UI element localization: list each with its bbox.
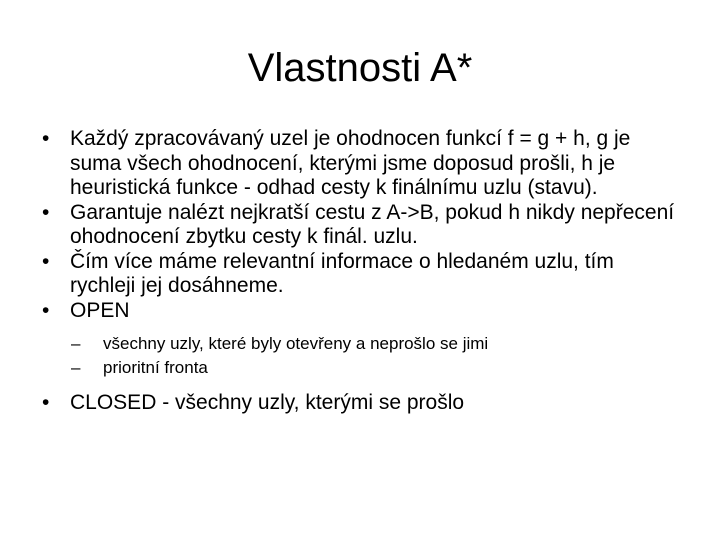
bullet-item-information (40, 250, 680, 299)
bullet-item-open (40, 299, 680, 324)
sub-bullet-marker: – (71, 358, 81, 377)
bullet-text: CLOSED - všechny uzly, kterými se prošlo (70, 391, 465, 414)
bullet-marker: • (42, 391, 50, 414)
open-sub-list (40, 332, 680, 380)
sub-bullet-marker: – (71, 334, 81, 353)
bullet-marker: • (42, 249, 50, 273)
sub-item-opened-nodes (40, 332, 680, 356)
sub-item-priority-queue (40, 356, 680, 380)
bullet-text: Garantuje nalézt nejkratší cestu z A->B, pokud h nikdy nepřecení ohodnocení zbytku cesty k finál. uzlu. (70, 200, 675, 248)
bullet-text: Každý zpracovávaný uzel je ohodnocen funkcí f = g + h, g je suma všech ohodnocení, kterými jsme doposud prošli, h je heuristická funkce - odhad cesty k finálnímu uzlu (stavu). (70, 127, 631, 199)
slide-title: Vlastnosti A* (247, 46, 473, 90)
bullet-list (40, 127, 680, 416)
bullet-item-closed (40, 391, 680, 416)
bullet-marker: • (42, 200, 50, 224)
sub-bullet-text: všechny uzly, které byly otevřeny a neprošlo se jimi (103, 334, 489, 353)
bullet-text: Čím více máme relevantní informace o hledaném uzlu, tím rychleji jej dosáhneme. (70, 249, 614, 297)
bullet-marker: • (42, 127, 50, 150)
bullet-marker: • (42, 298, 50, 322)
bullet-text: OPEN (70, 298, 130, 322)
sub-bullet-text: prioritní fronta (103, 358, 208, 377)
bullet-item-shortest-path (40, 201, 680, 250)
bullet-item-f-function (40, 127, 680, 201)
